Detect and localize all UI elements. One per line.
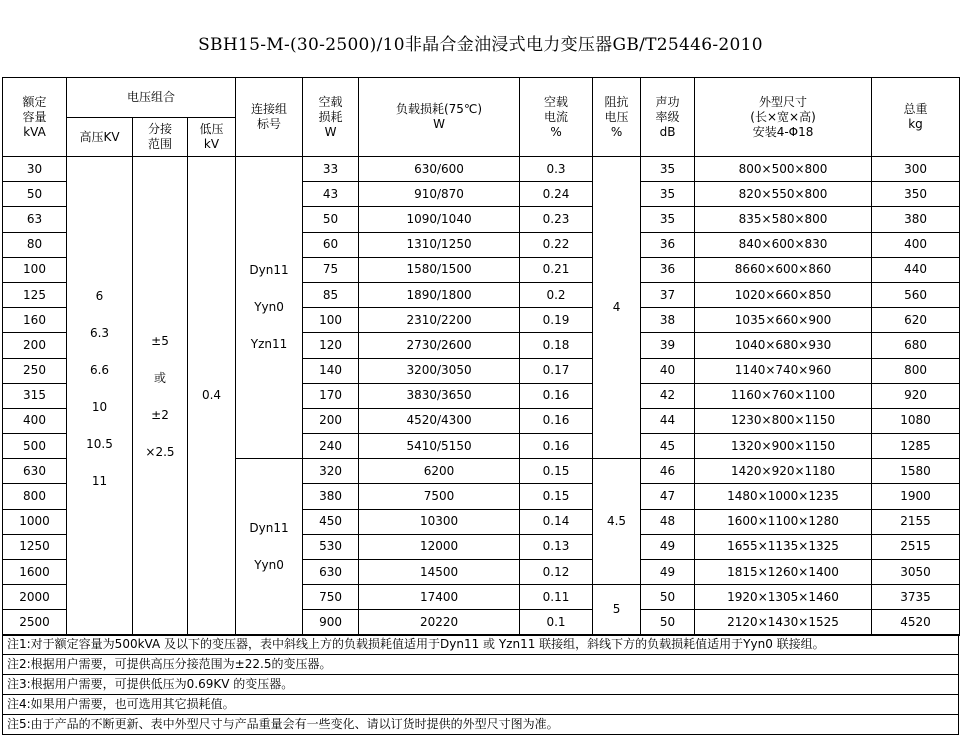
cell-capacity: 2000 bbox=[3, 585, 67, 610]
cell-load-loss: 14500 bbox=[359, 560, 520, 585]
cell-load-loss: 1310/1250 bbox=[359, 232, 520, 257]
cell-no-load-loss: 450 bbox=[303, 509, 359, 534]
cell-dimensions: 800×500×800 bbox=[695, 157, 872, 182]
cell-noise: 36 bbox=[641, 232, 695, 257]
note-1: 注1:对于额定容量为500kVA 及以下的变压器，表中斜线上方的负载损耗值适用于Dyn11 或 Yzn11 联接组，斜线下方的负载损耗值适用于Yyn0 联接组。 bbox=[2, 634, 959, 655]
cell-no-load-current: 0.16 bbox=[520, 408, 593, 433]
cell-no-load-current: 0.16 bbox=[520, 383, 593, 408]
cell-capacity: 800 bbox=[3, 484, 67, 509]
cell-no-load-current: 0.13 bbox=[520, 534, 593, 559]
cell-no-load-loss: 320 bbox=[303, 459, 359, 484]
cell-weight: 3735 bbox=[872, 585, 960, 610]
cell-no-load-loss: 60 bbox=[303, 232, 359, 257]
cell-no-load-loss: 33 bbox=[303, 157, 359, 182]
cell-dimensions: 1600×1100×1280 bbox=[695, 509, 872, 534]
cell-noise: 35 bbox=[641, 157, 695, 182]
header-hv: 高压KV bbox=[67, 118, 133, 157]
cell-lv-voltage: 0.4 bbox=[188, 157, 236, 636]
cell-capacity: 80 bbox=[3, 232, 67, 257]
cell-weight: 300 bbox=[872, 157, 960, 182]
cell-load-loss: 7500 bbox=[359, 484, 520, 509]
cell-no-load-current: 0.2 bbox=[520, 282, 593, 307]
header-noise: 声功 率级 dB bbox=[641, 78, 695, 157]
cell-weight: 350 bbox=[872, 182, 960, 207]
cell-capacity: 100 bbox=[3, 257, 67, 282]
cell-weight: 380 bbox=[872, 207, 960, 232]
cell-no-load-current: 0.12 bbox=[520, 560, 593, 585]
cell-capacity: 30 bbox=[3, 157, 67, 182]
header-dimensions: 外型尺寸 (长×宽×高) 安装4-Φ18 bbox=[695, 78, 872, 157]
cell-load-loss: 10300 bbox=[359, 509, 520, 534]
cell-dimensions: 2120×1430×1525 bbox=[695, 610, 872, 635]
cell-no-load-current: 0.16 bbox=[520, 434, 593, 459]
cell-no-load-current: 0.11 bbox=[520, 585, 593, 610]
cell-no-load-current: 0.19 bbox=[520, 308, 593, 333]
cell-load-loss: 3830/3650 bbox=[359, 383, 520, 408]
cell-noise: 48 bbox=[641, 509, 695, 534]
cell-no-load-loss: 170 bbox=[303, 383, 359, 408]
header-weight: 总重 kg bbox=[872, 78, 960, 157]
cell-weight: 680 bbox=[872, 333, 960, 358]
cell-dimensions: 820×550×800 bbox=[695, 182, 872, 207]
cell-impedance-c: 5 bbox=[593, 585, 641, 635]
spec-table bbox=[2, 77, 960, 636]
cell-no-load-current: 0.15 bbox=[520, 459, 593, 484]
cell-no-load-loss: 75 bbox=[303, 257, 359, 282]
header-tap-range: 分接 范围 bbox=[133, 118, 188, 157]
cell-noise: 39 bbox=[641, 333, 695, 358]
cell-load-loss: 17400 bbox=[359, 585, 520, 610]
cell-noise: 47 bbox=[641, 484, 695, 509]
cell-weight: 800 bbox=[872, 358, 960, 383]
cell-load-loss: 910/870 bbox=[359, 182, 520, 207]
cell-capacity: 200 bbox=[3, 333, 67, 358]
cell-weight: 440 bbox=[872, 257, 960, 282]
cell-capacity: 400 bbox=[3, 408, 67, 433]
cell-no-load-current: 0.18 bbox=[520, 333, 593, 358]
cell-weight: 3050 bbox=[872, 560, 960, 585]
cell-weight: 560 bbox=[872, 282, 960, 307]
cell-no-load-current: 0.1 bbox=[520, 610, 593, 635]
cell-noise: 37 bbox=[641, 282, 695, 307]
cell-load-loss: 1090/1040 bbox=[359, 207, 520, 232]
note-5: 注5:由于产品的不断更新、表中外型尺寸与产品重量会有一些变化、请以订货时提供的外型尺寸图为准。 bbox=[2, 715, 959, 735]
cell-noise: 49 bbox=[641, 534, 695, 559]
cell-load-loss: 5410/5150 bbox=[359, 434, 520, 459]
cell-connection-group-b: Dyn11 Yyn0 bbox=[236, 459, 303, 635]
cell-weight: 1285 bbox=[872, 434, 960, 459]
cell-dimensions: 1815×1260×1400 bbox=[695, 560, 872, 585]
note-2: 注2:根据用户需要，可提供高压分接范围为±22.5的变压器。 bbox=[2, 655, 959, 675]
cell-weight: 1580 bbox=[872, 459, 960, 484]
cell-hv-voltage: 6 6.3 6.6 10 10.5 11 bbox=[67, 157, 133, 636]
cell-dimensions: 1920×1305×1460 bbox=[695, 585, 872, 610]
cell-dimensions: 8660×600×860 bbox=[695, 257, 872, 282]
cell-connection-group-a: Dyn11 Yyn0 Yzn11 bbox=[236, 157, 303, 459]
cell-weight: 400 bbox=[872, 232, 960, 257]
cell-capacity: 2500 bbox=[3, 610, 67, 635]
table-row bbox=[3, 157, 960, 182]
cell-no-load-loss: 43 bbox=[303, 182, 359, 207]
cell-dimensions: 1480×1000×1235 bbox=[695, 484, 872, 509]
cell-no-load-current: 0.17 bbox=[520, 358, 593, 383]
cell-no-load-current: 0.24 bbox=[520, 182, 593, 207]
cell-no-load-current: 0.3 bbox=[520, 157, 593, 182]
cell-no-load-loss: 200 bbox=[303, 408, 359, 433]
cell-no-load-loss: 100 bbox=[303, 308, 359, 333]
cell-dimensions: 1160×760×1100 bbox=[695, 383, 872, 408]
cell-capacity: 125 bbox=[3, 282, 67, 307]
header-impedance: 阻抗 电压 % bbox=[593, 78, 641, 157]
cell-weight: 920 bbox=[872, 383, 960, 408]
cell-noise: 50 bbox=[641, 585, 695, 610]
cell-impedance-b: 4.5 bbox=[593, 459, 641, 585]
cell-noise: 46 bbox=[641, 459, 695, 484]
cell-capacity: 1000 bbox=[3, 509, 67, 534]
cell-capacity: 1600 bbox=[3, 560, 67, 585]
cell-capacity: 160 bbox=[3, 308, 67, 333]
note-3: 注3:根据用户需要，可提供低压为0.69KV 的变压器。 bbox=[2, 675, 959, 695]
cell-capacity: 250 bbox=[3, 358, 67, 383]
header-rated-capacity: 额定 容量 kVA bbox=[3, 78, 67, 157]
header-lv: 低压 kV bbox=[188, 118, 236, 157]
cell-load-loss: 12000 bbox=[359, 534, 520, 559]
cell-load-loss: 20220 bbox=[359, 610, 520, 635]
cell-no-load-loss: 240 bbox=[303, 434, 359, 459]
cell-no-load-current: 0.14 bbox=[520, 509, 593, 534]
cell-no-load-loss: 380 bbox=[303, 484, 359, 509]
header-no-load-loss: 空载 损耗 W bbox=[303, 78, 359, 157]
cell-dimensions: 835×580×800 bbox=[695, 207, 872, 232]
cell-load-loss: 630/600 bbox=[359, 157, 520, 182]
cell-noise: 35 bbox=[641, 207, 695, 232]
cell-load-loss: 2310/2200 bbox=[359, 308, 520, 333]
cell-load-loss: 1890/1800 bbox=[359, 282, 520, 307]
cell-no-load-loss: 630 bbox=[303, 560, 359, 585]
cell-tap-range: ±5 或 ±2 ×2.5 bbox=[133, 157, 188, 636]
header-no-load-current: 空载 电流 % bbox=[520, 78, 593, 157]
cell-noise: 45 bbox=[641, 434, 695, 459]
cell-noise: 44 bbox=[641, 408, 695, 433]
cell-dimensions: 1035×660×900 bbox=[695, 308, 872, 333]
cell-impedance-a: 4 bbox=[593, 157, 641, 459]
header-connection: 连接组 标号 bbox=[236, 78, 303, 157]
cell-load-loss: 1580/1500 bbox=[359, 257, 520, 282]
cell-noise: 42 bbox=[641, 383, 695, 408]
cell-weight: 2155 bbox=[872, 509, 960, 534]
cell-noise: 40 bbox=[641, 358, 695, 383]
cell-dimensions: 1020×660×850 bbox=[695, 282, 872, 307]
cell-dimensions: 1655×1135×1325 bbox=[695, 534, 872, 559]
cell-no-load-loss: 140 bbox=[303, 358, 359, 383]
cell-dimensions: 1420×920×1180 bbox=[695, 459, 872, 484]
cell-dimensions: 840×600×830 bbox=[695, 232, 872, 257]
cell-noise: 50 bbox=[641, 610, 695, 635]
cell-no-load-loss: 120 bbox=[303, 333, 359, 358]
cell-noise: 38 bbox=[641, 308, 695, 333]
cell-weight: 2515 bbox=[872, 534, 960, 559]
cell-load-loss: 4520/4300 bbox=[359, 408, 520, 433]
cell-no-load-loss: 900 bbox=[303, 610, 359, 635]
cell-no-load-current: 0.21 bbox=[520, 257, 593, 282]
cell-capacity: 630 bbox=[3, 459, 67, 484]
cell-no-load-current: 0.22 bbox=[520, 232, 593, 257]
cell-noise: 36 bbox=[641, 257, 695, 282]
cell-weight: 620 bbox=[872, 308, 960, 333]
header-load-loss: 负载损耗(75℃) W bbox=[359, 78, 520, 157]
cell-no-load-loss: 530 bbox=[303, 534, 359, 559]
note-4: 注4:如果用户需要，也可选用其它损耗值。 bbox=[2, 695, 959, 715]
cell-noise: 49 bbox=[641, 560, 695, 585]
cell-load-loss: 2730/2600 bbox=[359, 333, 520, 358]
cell-capacity: 63 bbox=[3, 207, 67, 232]
cell-weight: 1080 bbox=[872, 408, 960, 433]
cell-dimensions: 1140×740×960 bbox=[695, 358, 872, 383]
cell-load-loss: 6200 bbox=[359, 459, 520, 484]
cell-capacity: 1250 bbox=[3, 534, 67, 559]
header-voltage-combo: 电压组合 bbox=[67, 78, 236, 118]
cell-no-load-loss: 750 bbox=[303, 585, 359, 610]
cell-capacity: 50 bbox=[3, 182, 67, 207]
cell-no-load-loss: 50 bbox=[303, 207, 359, 232]
cell-no-load-loss: 85 bbox=[303, 282, 359, 307]
cell-load-loss: 3200/3050 bbox=[359, 358, 520, 383]
page-title: SBH15-M-(30-2500)/10非晶合金油浸式电力变压器GB/T25446-2010 bbox=[198, 35, 763, 55]
cell-no-load-current: 0.15 bbox=[520, 484, 593, 509]
cell-dimensions: 1230×800×1150 bbox=[695, 408, 872, 433]
cell-no-load-current: 0.23 bbox=[520, 207, 593, 232]
cell-dimensions: 1040×680×930 bbox=[695, 333, 872, 358]
cell-weight: 4520 bbox=[872, 610, 960, 635]
cell-capacity: 315 bbox=[3, 383, 67, 408]
cell-dimensions: 1320×900×1150 bbox=[695, 434, 872, 459]
cell-capacity: 500 bbox=[3, 434, 67, 459]
cell-noise: 35 bbox=[641, 182, 695, 207]
notes bbox=[2, 634, 959, 735]
cell-weight: 1900 bbox=[872, 484, 960, 509]
